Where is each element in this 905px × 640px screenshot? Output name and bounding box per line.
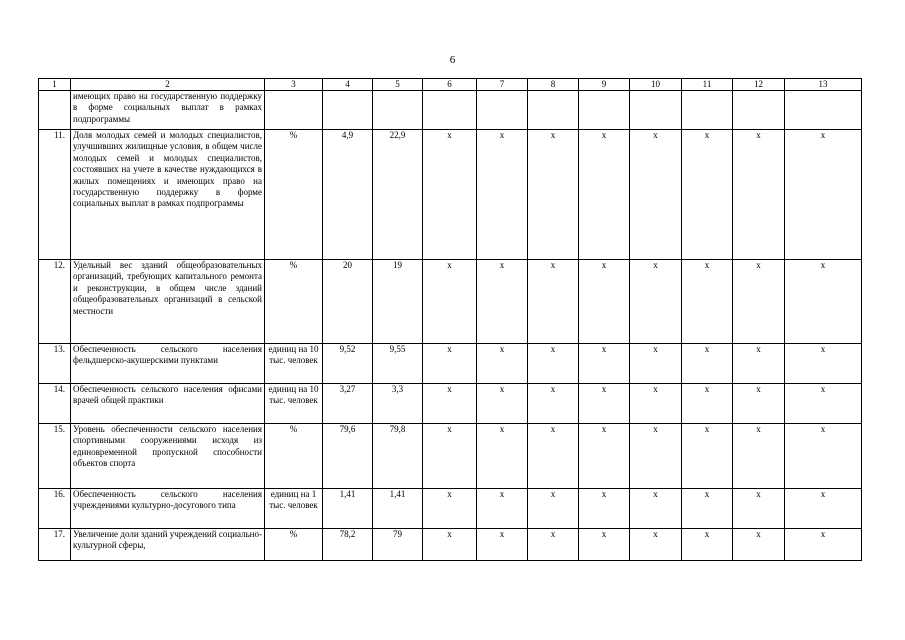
- value-cell: [477, 91, 528, 130]
- table-row: [39, 529, 862, 561]
- value-cell: х: [733, 424, 785, 489]
- value-cell: х: [528, 489, 579, 529]
- value-cell: х: [477, 424, 528, 489]
- header-row: [39, 79, 862, 91]
- indicator-name: Увеличение доли зданий учреждений социально-культурной сферы,: [71, 529, 265, 561]
- value-cell: х: [785, 130, 862, 260]
- unit-of-measure: [265, 91, 323, 130]
- value-cell: х: [477, 344, 528, 384]
- value-cell: х: [423, 344, 477, 384]
- value-cell: х: [579, 260, 630, 344]
- value-cell: 22,9: [373, 130, 423, 260]
- column-header: 1: [39, 79, 71, 91]
- value-cell: 4,9: [323, 130, 373, 260]
- value-cell: х: [682, 130, 733, 260]
- unit-of-measure: единиц на 10 тыс. человек: [265, 384, 323, 424]
- value-cell: [373, 91, 423, 130]
- value-cell: [630, 91, 682, 130]
- value-cell: [682, 91, 733, 130]
- value-cell: х: [579, 130, 630, 260]
- value-cell: 9,55: [373, 344, 423, 384]
- table-row: [39, 384, 862, 424]
- value-cell: х: [423, 130, 477, 260]
- value-cell: 3,27: [323, 384, 373, 424]
- value-cell: х: [785, 489, 862, 529]
- value-cell: х: [630, 130, 682, 260]
- page-number: 6: [449, 54, 456, 66]
- row-number: 14.: [39, 384, 71, 424]
- row-number: 16.: [39, 489, 71, 529]
- value-cell: 79,8: [373, 424, 423, 489]
- unit-of-measure: %: [265, 424, 323, 489]
- value-cell: х: [630, 260, 682, 344]
- column-header: 7: [477, 79, 528, 91]
- row-number: [39, 91, 71, 130]
- indicators-table: [38, 78, 862, 561]
- value-cell: х: [477, 384, 528, 424]
- value-cell: [323, 91, 373, 130]
- value-cell: 19: [373, 260, 423, 344]
- value-cell: х: [477, 130, 528, 260]
- value-cell: х: [682, 489, 733, 529]
- value-cell: х: [477, 489, 528, 529]
- row-number: 17.: [39, 529, 71, 561]
- unit-of-measure: единиц на 10 тыс. человек: [265, 344, 323, 384]
- indicator-name: имеющих право на государственную поддержку в форме социальных выплат в рамках подпрограммы: [71, 91, 265, 130]
- value-cell: х: [785, 384, 862, 424]
- value-cell: х: [785, 260, 862, 344]
- value-cell: х: [630, 344, 682, 384]
- column-header: 8: [528, 79, 579, 91]
- value-cell: х: [528, 344, 579, 384]
- column-header: 10: [630, 79, 682, 91]
- value-cell: 20: [323, 260, 373, 344]
- value-cell: х: [579, 424, 630, 489]
- table-row: [39, 91, 862, 130]
- indicator-name: Уровень обеспеченности сельского населения спортивными сооружениями исходя из единовременной пропускной способности объектов спорта: [71, 424, 265, 489]
- row-number: 11.: [39, 130, 71, 260]
- value-cell: х: [423, 489, 477, 529]
- value-cell: х: [682, 344, 733, 384]
- column-header: 3: [265, 79, 323, 91]
- value-cell: х: [733, 384, 785, 424]
- value-cell: х: [579, 529, 630, 561]
- value-cell: х: [733, 529, 785, 561]
- table-row: [39, 424, 862, 489]
- value-cell: [528, 91, 579, 130]
- column-header: 13: [785, 79, 862, 91]
- value-cell: х: [785, 424, 862, 489]
- value-cell: х: [682, 424, 733, 489]
- value-cell: х: [423, 260, 477, 344]
- column-header: 2: [71, 79, 265, 91]
- value-cell: 78,2: [323, 529, 373, 561]
- unit-of-measure: %: [265, 130, 323, 260]
- value-cell: [733, 91, 785, 130]
- value-cell: х: [528, 384, 579, 424]
- value-cell: х: [579, 489, 630, 529]
- value-cell: х: [630, 424, 682, 489]
- column-header: 9: [579, 79, 630, 91]
- value-cell: х: [733, 130, 785, 260]
- value-cell: 79: [373, 529, 423, 561]
- value-cell: 1,41: [323, 489, 373, 529]
- value-cell: 1,41: [373, 489, 423, 529]
- value-cell: х: [423, 529, 477, 561]
- value-cell: [579, 91, 630, 130]
- row-number: 15.: [39, 424, 71, 489]
- unit-of-measure: единиц на 1 тыс. человек: [265, 489, 323, 529]
- value-cell: х: [682, 384, 733, 424]
- table-row: [39, 130, 862, 260]
- value-cell: х: [423, 384, 477, 424]
- column-header: 6: [423, 79, 477, 91]
- value-cell: [785, 91, 862, 130]
- row-number: 13.: [39, 344, 71, 384]
- value-cell: х: [630, 489, 682, 529]
- indicator-name: Обеспеченность сельского населения офисами врачей общей практики: [71, 384, 265, 424]
- indicator-name: Обеспеченность сельского населения учреждениями культурно-досугового типа: [71, 489, 265, 529]
- column-header: 11: [682, 79, 733, 91]
- table-row: [39, 489, 862, 529]
- table-row: [39, 344, 862, 384]
- value-cell: х: [785, 344, 862, 384]
- value-cell: 3,3: [373, 384, 423, 424]
- value-cell: х: [528, 424, 579, 489]
- value-cell: х: [528, 529, 579, 561]
- unit-of-measure: %: [265, 260, 323, 344]
- value-cell: 9,52: [323, 344, 373, 384]
- column-header: 5: [373, 79, 423, 91]
- value-cell: х: [630, 384, 682, 424]
- value-cell: х: [477, 529, 528, 561]
- value-cell: х: [733, 344, 785, 384]
- value-cell: [423, 91, 477, 130]
- value-cell: х: [477, 260, 528, 344]
- value-cell: х: [579, 344, 630, 384]
- table-row: [39, 260, 862, 344]
- value-cell: х: [528, 130, 579, 260]
- indicator-name: Обеспеченность сельского населения фельдшерско-акушерскими пунктами: [71, 344, 265, 384]
- column-header: 12: [733, 79, 785, 91]
- value-cell: х: [579, 384, 630, 424]
- column-header: 4: [323, 79, 373, 91]
- row-number: 12.: [39, 260, 71, 344]
- value-cell: х: [528, 260, 579, 344]
- value-cell: х: [733, 260, 785, 344]
- value-cell: х: [733, 489, 785, 529]
- value-cell: 79,6: [323, 424, 373, 489]
- indicator-name: Удельный вес зданий общеобразовательных организаций, требующих капитального ремонта и реконструкции, в общем числе зданий общеобразовательных организаций в сельской местности: [71, 260, 265, 344]
- value-cell: х: [630, 529, 682, 561]
- value-cell: х: [682, 260, 733, 344]
- unit-of-measure: %: [265, 529, 323, 561]
- value-cell: х: [423, 424, 477, 489]
- value-cell: х: [785, 529, 862, 561]
- indicator-name: Доля молодых семей и молодых специалистов, улучшивших жилищные условия, в общем числе молодых семей и молодых специалистов, состоявших на учете в качестве нуждающихся в жилых помещениях и имеющих право на государственную поддержку в форме социальных выплат в рамках подпрограммы: [71, 130, 265, 260]
- value-cell: х: [682, 529, 733, 561]
